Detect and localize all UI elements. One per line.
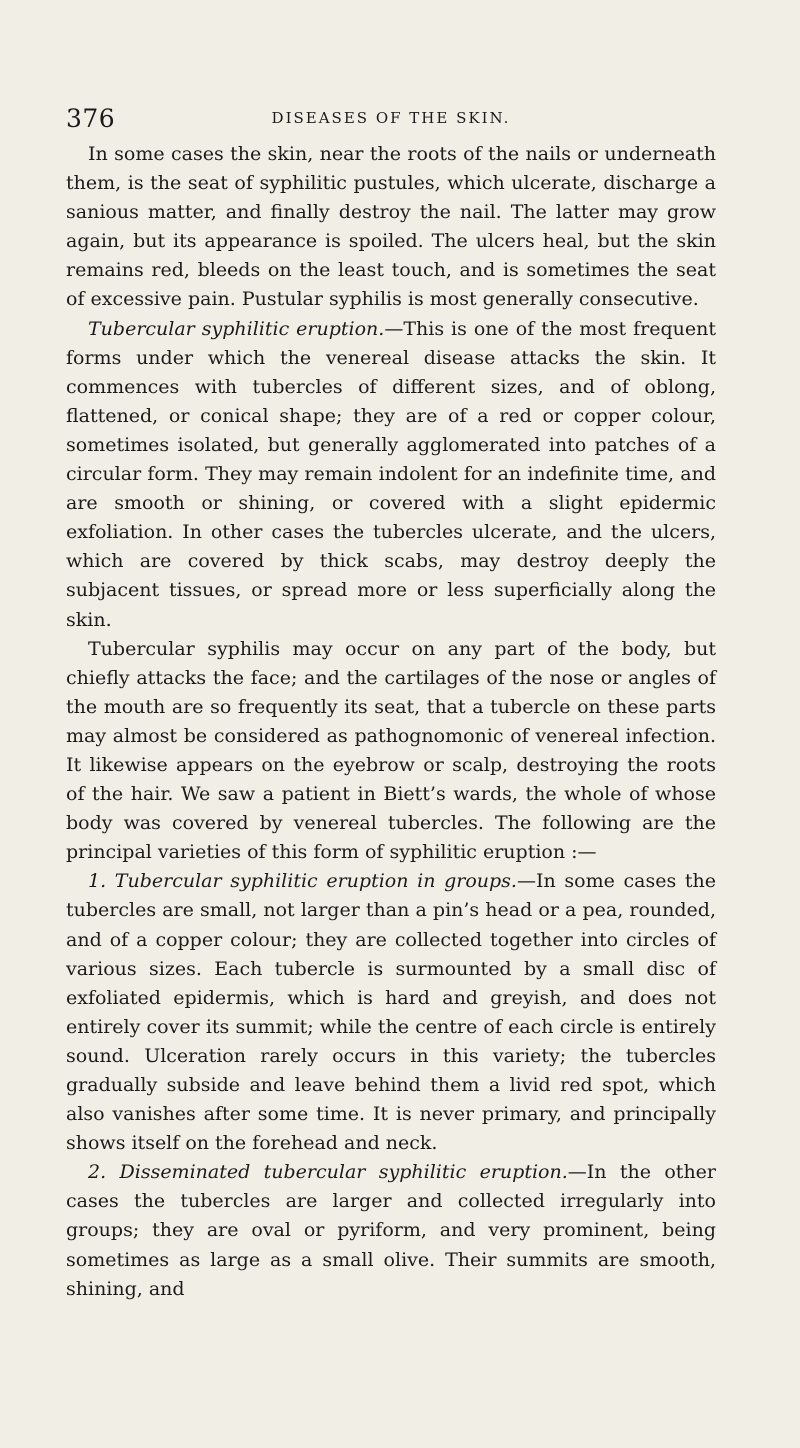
- section-heading: Tubercular syphilitic eruption.: [88, 317, 385, 340]
- page-number: 376: [66, 104, 116, 133]
- section-heading: 2. Disseminated tubercular syphilitic eruption.: [88, 1161, 568, 1184]
- running-head: DISEASES OF THE SKIN.: [271, 109, 511, 127]
- paragraph-tubercular-locations: [66, 635, 716, 868]
- paragraph-nail-pustules: [66, 140, 716, 315]
- paragraph-tubercular-eruption: [66, 315, 716, 635]
- section-heading: 1. Tubercular syphilitic eruption in groups.: [88, 870, 517, 893]
- body-text: [66, 140, 716, 1304]
- paragraph-variety-disseminated: [66, 1158, 716, 1303]
- paragraph-text: —In some cases the tubercles are small, not larger than a pin’s head or a pea, rounded, and of a copper colour; they are collected together into circles of various sizes. Each tubercle is surmounted by a small disc of exfoliated epidermis, which is hard and greyish, and does not entirely cover its summit; while the centre of each circle is entirely sound. Ulceration rarely occurs in this variety; the tubercles gradually subside and leave behind them a livid red spot, which also vanishes after some time. It is never primary, and principally shows itself on the forehead and neck.: [66, 870, 716, 1155]
- page-header: [66, 104, 716, 144]
- paragraph-text: —In the other cases the tubercles are larger and collected irregularly into groups; they are oval or pyriform, and very prominent, being sometimes as large as a small olive. Their summits are smooth, shining, and: [66, 1161, 717, 1300]
- paragraph-text: Tubercular syphilis may occur on any part of the body, but chiefly attacks the face; and the cartilages of the nose or angles of the mouth are so frequently its seat, that a tubercle on these parts may almost be considered as pathognomonic of venereal infection. It likewise appears on the eyebrow or scalp, destroying the roots of the hair. We saw a patient in Biett’s wards, the whole of whose body was covered by venereal tubercles. The following are the principal varieties of this form of syphilitic eruption :—: [66, 637, 716, 864]
- paragraph-variety-groups: [66, 867, 716, 1158]
- paragraph-text: —This is one of the most frequent forms under which the venereal disease attacks the skin. It commences with tubercles of different sizes, and of oblong, flattened, or conical shape; they are of a red or copper colour, sometimes isolated, but generally agglomerated into patches of a circular form. They may remain indolent for an indefinite time, and are smooth or shining, or covered with a slight epidermic exfoliation. In other cases the tubercles ulcerate, and the ulcers, which are covered by thick scabs, may destroy deeply the subjacent tissues, or spread more or less superficially along the skin.: [66, 317, 716, 631]
- paragraph-text: In some cases the skin, near the roots of the nails or underneath them, is the seat of syphilitic pustules, which ulcerate, discharge a sanious matter, and finally destroy the nail. The latter may grow again, but its appearance is spoiled. The ulcers heal, but the skin remains red, bleeds on the least touch, and is sometimes the seat of excessive pain. Pustular syphilis is most generally consecutive.: [66, 143, 716, 311]
